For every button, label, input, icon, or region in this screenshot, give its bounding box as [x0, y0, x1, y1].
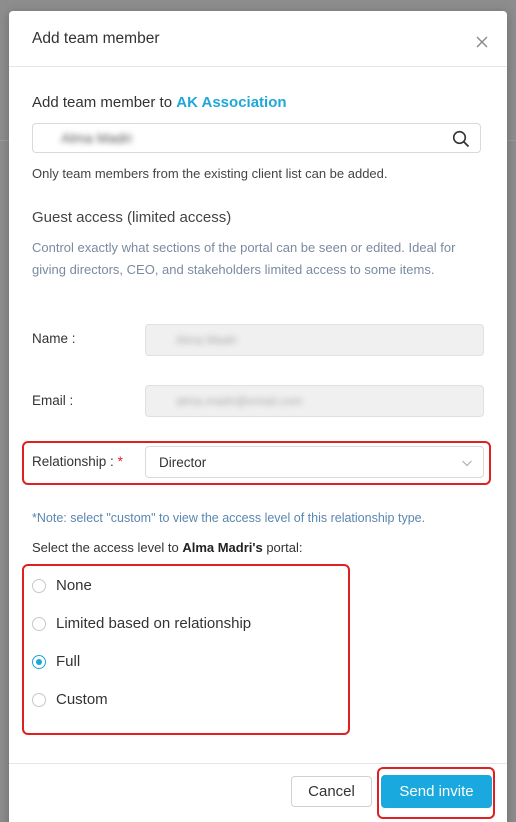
guest-access-title: Guest access (limited access): [32, 209, 232, 226]
close-icon: [473, 33, 491, 51]
radio-none[interactable]: [32, 579, 46, 593]
intro-prefix: Add team member to: [32, 94, 177, 111]
access-option-label: None: [56, 577, 92, 594]
access-level-prompt: [32, 540, 302, 555]
relationship-label-text: Relationship :: [32, 454, 114, 469]
name-field: [145, 324, 484, 356]
cancel-button[interactable]: Cancel: [291, 776, 372, 807]
send-invite-button[interactable]: Send invite: [381, 775, 492, 808]
email-label: Email :: [32, 393, 74, 408]
access-prompt-prefix: Select the access level to: [32, 540, 183, 555]
access-prompt-name: Alma Madri's: [182, 540, 263, 555]
name-value: Alma Madri: [176, 333, 237, 347]
relationship-selected-value: Director: [159, 455, 207, 470]
background-divider: [507, 140, 516, 141]
close-button[interactable]: [473, 33, 491, 51]
search-value: Alma Madri: [61, 130, 132, 146]
access-option-label: Custom: [56, 691, 108, 708]
access-prompt-suffix: portal:: [262, 540, 303, 555]
modal-title: Add team member: [32, 30, 160, 47]
relationship-select[interactable]: [145, 446, 484, 478]
radio-custom[interactable]: [32, 693, 46, 707]
search-icon[interactable]: [452, 130, 470, 148]
access-option-label: Full: [56, 653, 81, 670]
relationship-label: [32, 454, 123, 469]
modal-footer: [9, 763, 507, 822]
radio-limited[interactable]: [32, 617, 46, 631]
organization-link[interactable]: AK Association: [176, 94, 287, 111]
add-team-member-modal: [9, 11, 507, 822]
member-search-input[interactable]: [32, 123, 481, 153]
intro-line: [32, 94, 287, 111]
modal-header: [9, 11, 507, 67]
name-label: Name :: [32, 331, 76, 346]
custom-note: *Note: select "custom" to view the access level of this relationship type.: [32, 511, 426, 525]
email-value: alma.madri@email.com: [176, 394, 303, 408]
access-option-label: Limited based on relationship: [56, 615, 252, 632]
background-divider: [0, 140, 9, 141]
chevron-down-icon: [461, 457, 473, 469]
radio-full[interactable]: [32, 655, 46, 669]
email-field: [145, 385, 484, 417]
search-hint: Only team members from the existing client list can be added.: [32, 166, 388, 181]
guest-access-description: Control exactly what sections of the portal can be seen or edited. Ideal for giving directors, CEO, and stakeholders limited access to some items.: [32, 240, 456, 277]
required-marker: *: [117, 454, 123, 469]
